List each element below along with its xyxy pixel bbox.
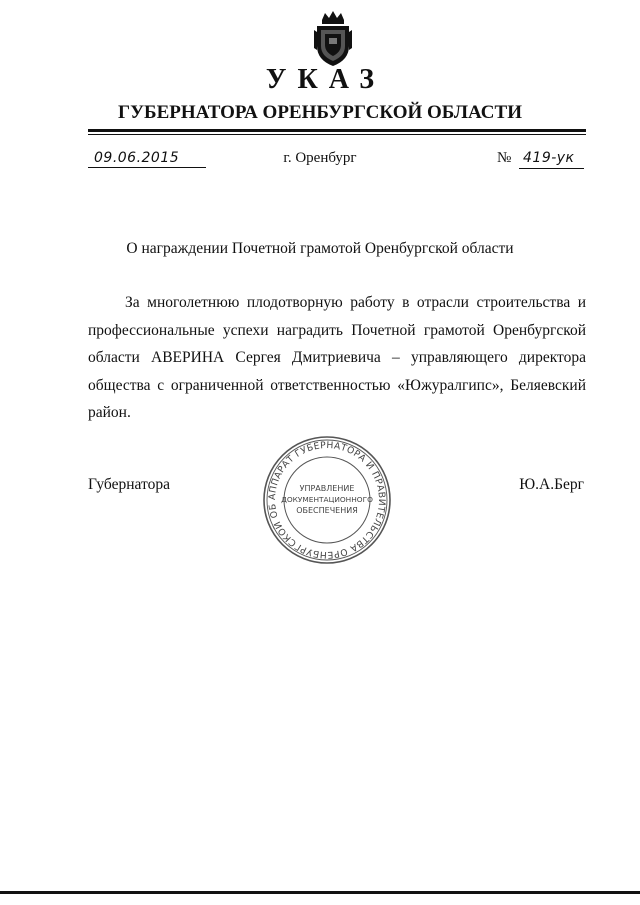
svg-text:ДОКУМЕНТАЦИОННОГО: ДОКУМЕНТАЦИОННОГО bbox=[281, 495, 373, 504]
body-line: За многолетнюю плодотворную работу в отрасли строительства и bbox=[125, 294, 586, 311]
document-number bbox=[497, 150, 575, 167]
document-city: г. Оренбург bbox=[283, 150, 357, 166]
signatory-role: Губернатора bbox=[88, 476, 170, 493]
decree-heading: О награждении Почетной грамотой Оренбургской области bbox=[126, 240, 514, 257]
svg-text:АППАРАТ ГУБЕРНАТОРА И ПРАВИТЕЛ: АППАРАТ ГУБЕРНАТОРА И ПРАВИТЕЛЬСТВА ОРЕНБУРГСКОЙ ОБ bbox=[266, 439, 388, 561]
document-subtitle: ГУБЕРНАТОРА ОРЕНБУРГСКОЙ ОБЛАСТИ bbox=[118, 102, 522, 123]
header-rule-thin bbox=[88, 134, 586, 135]
coat-of-arms-icon bbox=[313, 10, 353, 68]
date-underline bbox=[88, 167, 206, 168]
number-field bbox=[519, 150, 584, 169]
date-value: 09.06.2015 bbox=[94, 150, 180, 166]
header-rule-thick bbox=[88, 129, 586, 132]
svg-text:ОБЕСПЕЧЕНИЯ: ОБЕСПЕЧЕНИЯ bbox=[296, 506, 358, 515]
document-title: УКАЗ bbox=[265, 64, 386, 95]
number-underline bbox=[519, 168, 584, 169]
body-line: области АВЕРИНА Сергея Дмитриевича – управляющего директора bbox=[88, 349, 586, 366]
svg-text:УПРАВЛЕНИЕ: УПРАВЛЕНИЕ bbox=[299, 484, 355, 493]
number-value: 419-ук bbox=[523, 150, 575, 166]
body-line: общества с ограниченной ответственностью «Южуралгипс», Беляевский bbox=[88, 376, 586, 394]
body-line: район. bbox=[88, 404, 131, 421]
bottom-scan-edge bbox=[0, 891, 640, 894]
number-prefix: № bbox=[497, 150, 512, 166]
body-line: профессиональные успехи наградить Почетной грамотой Оренбургской bbox=[88, 321, 586, 339]
official-stamp bbox=[262, 435, 392, 565]
signatory-name: Ю.А.Берг bbox=[519, 476, 584, 493]
decree-body bbox=[88, 289, 586, 427]
